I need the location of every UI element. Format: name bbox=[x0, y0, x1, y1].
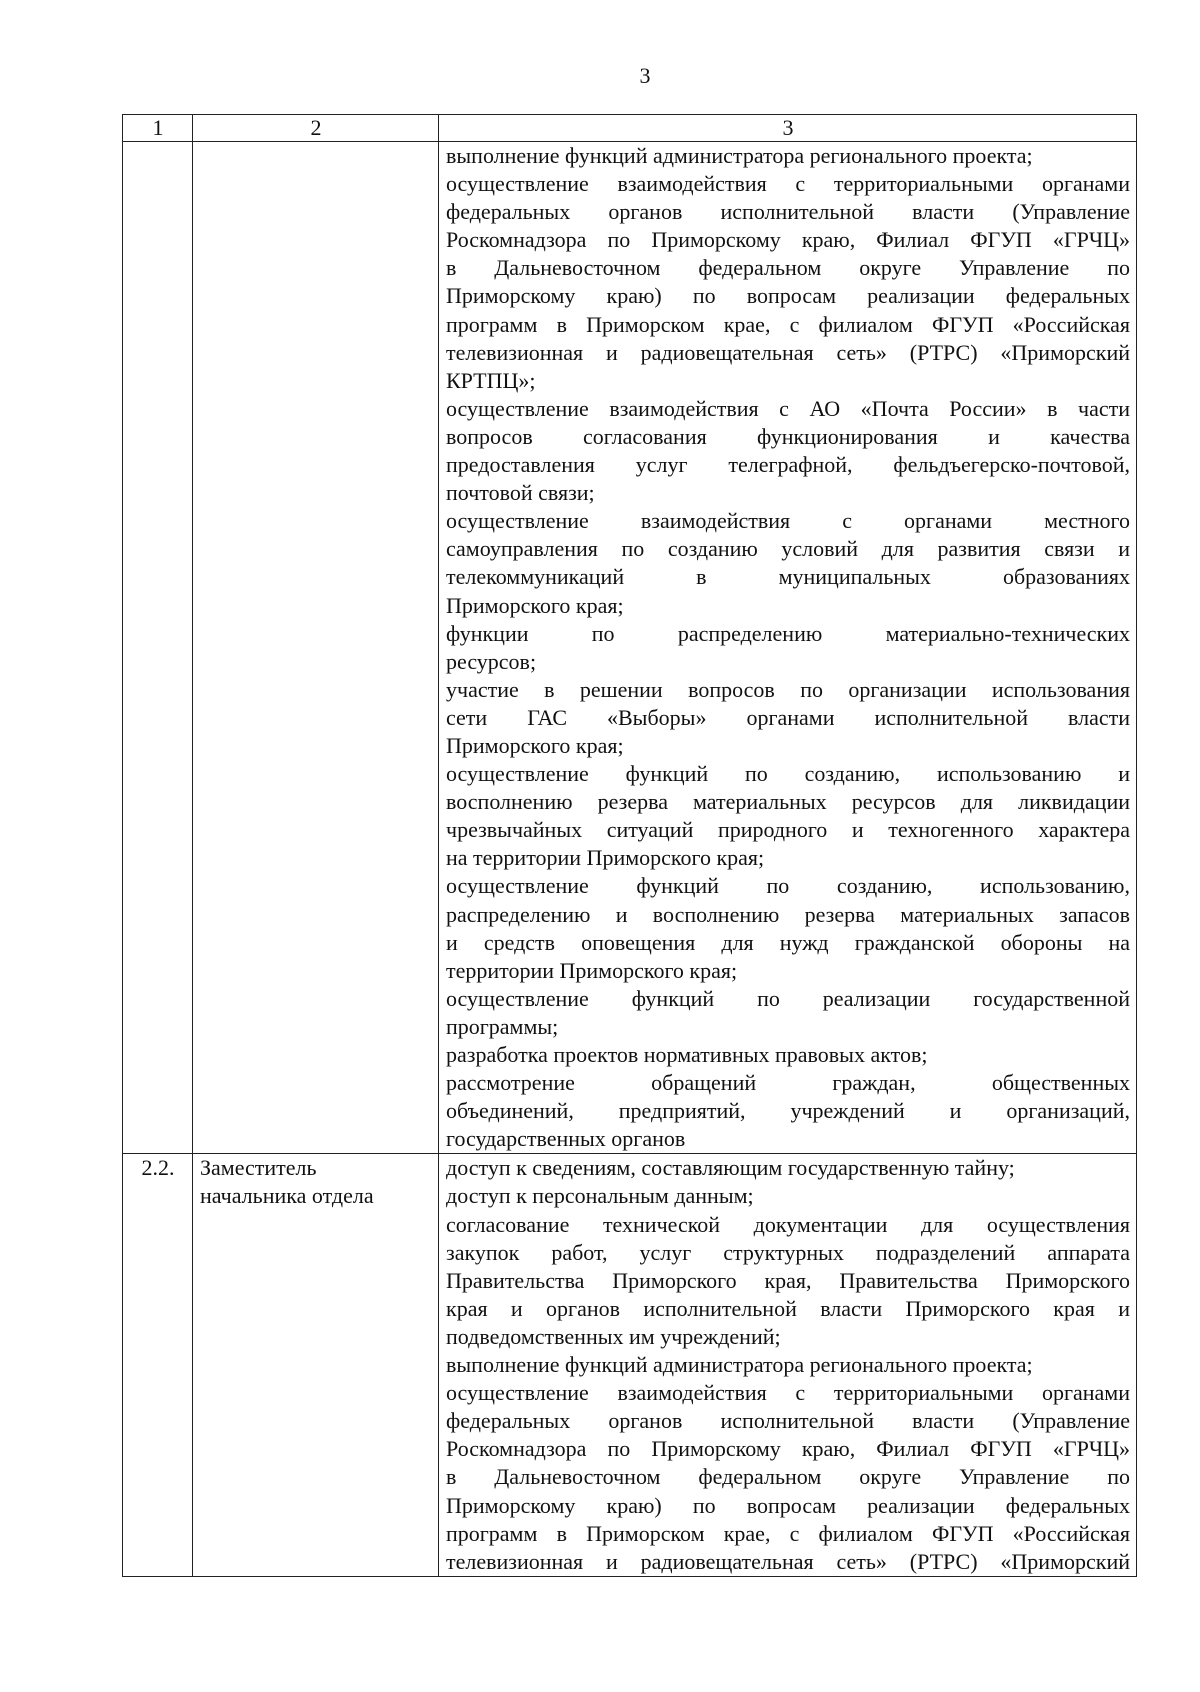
duty-line: Роскомнадзора по Приморскому краю, Филиал ФГУП «ГРЧЦ» bbox=[446, 227, 1130, 253]
duty-line: государственных органов bbox=[446, 1126, 686, 1152]
duty-line: в Дальневосточном федеральном округе Управление по bbox=[446, 1464, 1130, 1490]
duty-line: осуществление функций по созданию, использованию и bbox=[446, 761, 1130, 787]
duty-line: рассмотрение обращений граждан, общественных bbox=[446, 1070, 1130, 1096]
duty-line: подведомственных им учреждений; bbox=[446, 1323, 781, 1349]
row-number: 2.2. bbox=[123, 1154, 193, 1576]
duty-line: вопросов согласования функционирования и качества bbox=[446, 423, 1130, 449]
duty-line: в Дальневосточном федеральном округе Управление по bbox=[446, 255, 1130, 281]
table-header-row bbox=[123, 115, 1137, 142]
duty-line: разработка проектов нормативных правовых актов; bbox=[446, 1042, 928, 1067]
table-row bbox=[123, 1154, 1137, 1576]
duty-line: осуществление взаимодействия с АО «Почта России» в части bbox=[446, 395, 1130, 421]
duty-line: осуществление функций по реализации государственной bbox=[446, 985, 1130, 1011]
duties-text bbox=[439, 142, 1137, 1154]
duty-line: КРТПЦ»; bbox=[446, 367, 536, 393]
duty-line: доступ к персональным данным; bbox=[446, 1183, 754, 1209]
header-col-3: 3 bbox=[439, 115, 1137, 142]
duty-line: предоставления услуг телеграфной, фельдъегерско-почтовой, bbox=[446, 452, 1130, 478]
duty-line: выполнение функций администратора регионального проекта; bbox=[446, 1352, 1033, 1378]
duty-line: на территории Приморского края; bbox=[446, 845, 765, 871]
duty-line: функции по распределению материально-технических bbox=[446, 620, 1130, 646]
duty-line: Приморскому краю) по вопросам реализации федеральных bbox=[446, 283, 1130, 309]
duty-line: программ в Приморском крае, с филиалом ФГУП «Российская bbox=[446, 311, 1130, 337]
duty-line: почтовой связи; bbox=[446, 480, 595, 506]
duty-line: территории Приморского края; bbox=[446, 957, 738, 983]
duty-line: Приморскому краю) по вопросам реализации федеральных bbox=[446, 1492, 1130, 1518]
duty-line: закупок работ, услуг структурных подразделений аппарата bbox=[446, 1239, 1130, 1265]
position-line: начальника отдела bbox=[200, 1183, 374, 1209]
duty-line: объединений, предприятий, учреждений и организаций, bbox=[446, 1098, 1130, 1124]
duty-line: участие в решении вопросов по организации использования bbox=[446, 676, 1130, 702]
duty-line: сети ГАС «Выборы» органами исполнительной власти bbox=[446, 704, 1130, 730]
duty-line: самоуправления по созданию условий для развития связи и bbox=[446, 536, 1130, 562]
duty-line: федеральных органов исполнительной власти (Управление bbox=[446, 199, 1130, 225]
duty-line: осуществление взаимодействия с территориальными органами bbox=[446, 171, 1130, 197]
duty-line: Приморского края; bbox=[446, 732, 624, 758]
duty-line: программ в Приморском крае, с филиалом ФГУП «Российская bbox=[446, 1520, 1130, 1546]
duty-line: и средств оповещения для нужд гражданской обороны на bbox=[446, 929, 1130, 955]
duty-line: Роскомнадзора по Приморскому краю, Филиал ФГУП «ГРЧЦ» bbox=[446, 1436, 1130, 1462]
duty-line: согласование технической документации для осуществления bbox=[446, 1211, 1130, 1237]
duty-line: телевизионная и радиовещательная сеть» (РТРС) «Приморский bbox=[446, 339, 1130, 365]
duty-line: доступ к сведениям, составляющим государственную тайну; bbox=[446, 1155, 1015, 1181]
duty-line: осуществление функций по созданию, использованию, bbox=[446, 873, 1130, 899]
duty-line: программы; bbox=[446, 1013, 559, 1039]
table-row bbox=[123, 142, 1137, 1154]
duties-table bbox=[122, 114, 1137, 1577]
duty-line: восполнению резерва материальных ресурсов для ликвидации bbox=[446, 789, 1130, 815]
duties-text bbox=[439, 1154, 1137, 1576]
duty-line: ресурсов; bbox=[446, 648, 537, 674]
position-title bbox=[193, 142, 439, 1154]
duty-line: распределению и восполнению резерва материальных запасов bbox=[446, 901, 1130, 927]
duty-line: Приморского края; bbox=[446, 592, 624, 618]
header-col-2: 2 bbox=[193, 115, 439, 142]
page-number: 3 bbox=[639, 63, 651, 88]
position-title bbox=[193, 1154, 439, 1576]
header-col-1: 1 bbox=[123, 115, 193, 142]
duty-line: края и органов исполнительной власти Приморского края и bbox=[446, 1295, 1130, 1321]
duty-line: телевизионная и радиовещательная сеть» (РТРС) «Приморский bbox=[446, 1548, 1130, 1574]
duty-line: осуществление взаимодействия с территориальными органами bbox=[446, 1380, 1130, 1406]
duty-line: телекоммуникаций в муниципальных образованиях bbox=[446, 564, 1130, 590]
duty-line: Правительства Приморского края, Правительства Приморского bbox=[446, 1267, 1130, 1293]
duty-line: осуществление взаимодействия с органами местного bbox=[446, 508, 1130, 534]
position-line: Заместитель bbox=[200, 1155, 317, 1181]
duty-line: выполнение функций администратора регионального проекта; bbox=[446, 143, 1033, 168]
row-number bbox=[123, 142, 193, 1154]
duty-line: федеральных органов исполнительной власти (Управление bbox=[446, 1408, 1130, 1434]
duty-line: чрезвычайных ситуаций природного и техногенного характера bbox=[446, 817, 1130, 843]
